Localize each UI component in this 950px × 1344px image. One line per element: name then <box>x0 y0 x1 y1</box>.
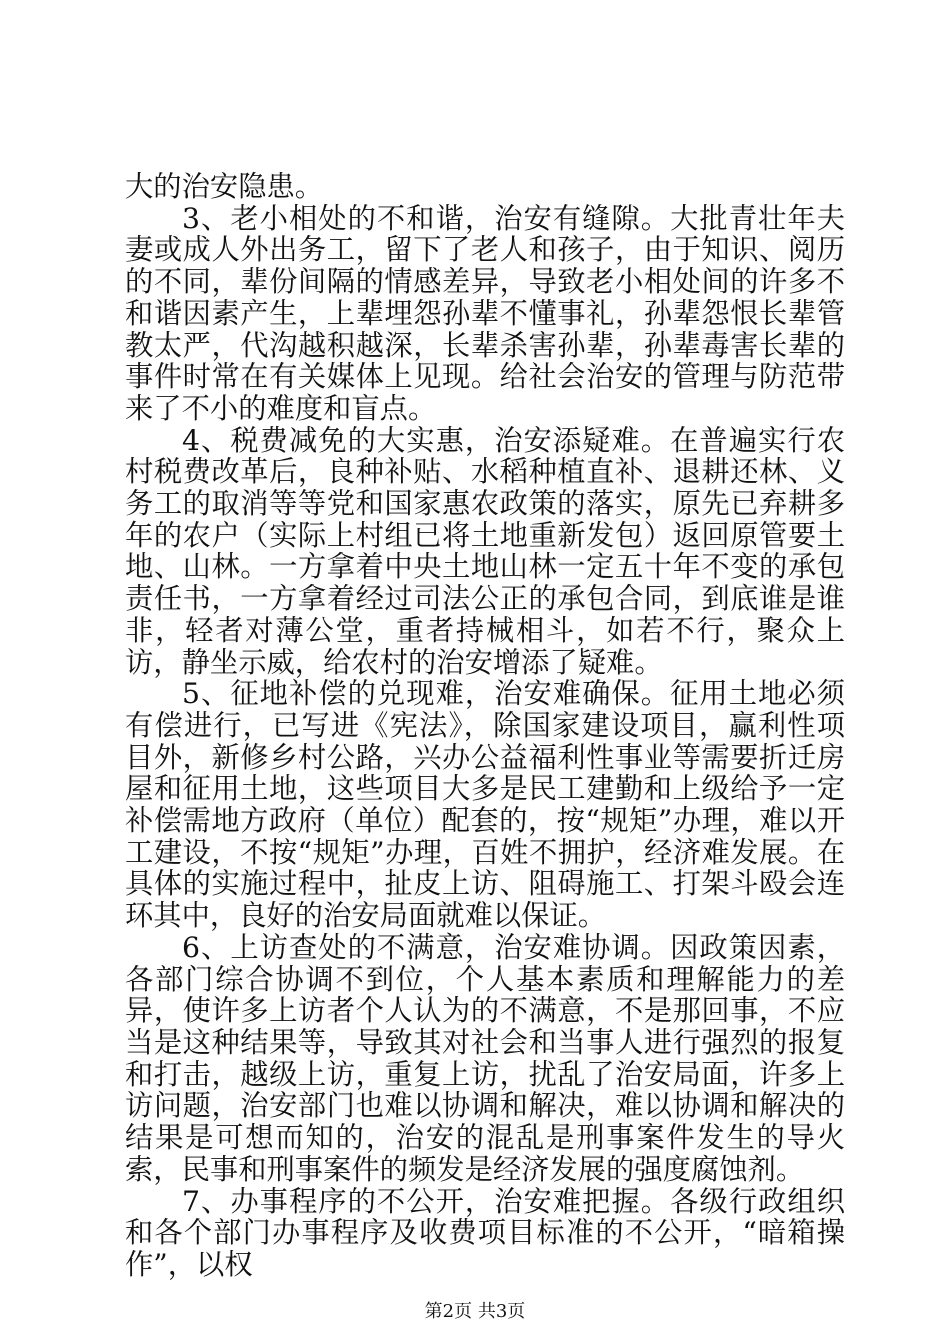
paragraph-item-7: 7、办事程序的不公开，治安难把握。各级行政组织和各个部门办事程序及收费项目标准的不公开，“暗箱操作”，以权 <box>125 1184 845 1281</box>
page-number-footer: 第2页 共3页 <box>424 1301 526 1322</box>
paragraph-item-5: 5、征地补偿的兑现难，治安难确保。征用土地必须有偿进行，已写进《宪法》，除国家建设项目，赢利性项目外，新修乡村公路，兴办公益福利性事业等需要折迁房屋和征用土地，这些项目大多是民工建勤和上级给予一定补偿需地方政府（单位）配套的，按“规矩”办理，难以开工建设，不按“规矩”办理，百姓不拥护，经济难发展。在具体的实施过程中，扯皮上访、阻碍施工、打架斗殴会连环其中，良好的治安局面就难以保证。 <box>125 677 845 933</box>
paragraph-continuation: 大的治安隐患。 <box>125 170 324 203</box>
paragraph-item-6: 6、上访查处的不满意，治安难协调。因政策因素，各部门综合协调不到位，个人基本素质和理解能力的差异，使许多上访者个人认为的不满意，不是那回事，不应当是这种结果等，导致其对社会和当事人进行强烈的报复和打击，越级上访，重复上访，扰乱了治安局面，许多上访问题，治安部门也难以协调和解决，难以协调和解决的结果是可想而知的，治安的混乱是刑事案件发生的导火索，民事和刑事案件的频发是经济发展的强度腐蚀剂。 <box>125 930 845 1186</box>
document-body <box>125 171 845 1281</box>
paragraph-item-3: 3、老小相处的不和谐，治安有缝隙。大批青壮年夫妻或成人外出务工，留下了老人和孩子，由于知识、阅历的不同，辈份间隔的情感差异，导致老小相处间的许多不和谐因素产生，上辈埋怨孙辈不懂事礼，孙辈怨恨长辈管教太严，代沟越积越深，长辈杀害孙辈，孙辈毒害长辈的事件时常在有关媒体上见现。给社会治安的管理与防范带来了不小的难度和盲点。 <box>125 201 845 425</box>
paragraph-item-4: 4、税费减免的大实惠，治安添疑难。在普遍实行农村税费改革后，良种补贴、水稻种植直补、退耕还林、义务工的取消等等党和国家惠农政策的落实，原先已弃耕多年的农户（实际上村组已将土地重新发包）返回原管要土地、山林。一方拿着中央土地山林一定五十年不变的承包责任书，一方拿着经过司法公正的承包合同，到底谁是谁非，轻者对薄公堂，重者持械相斗，如若不行，聚众上访，静坐示威，给农村的治安增添了疑难。 <box>125 423 845 679</box>
